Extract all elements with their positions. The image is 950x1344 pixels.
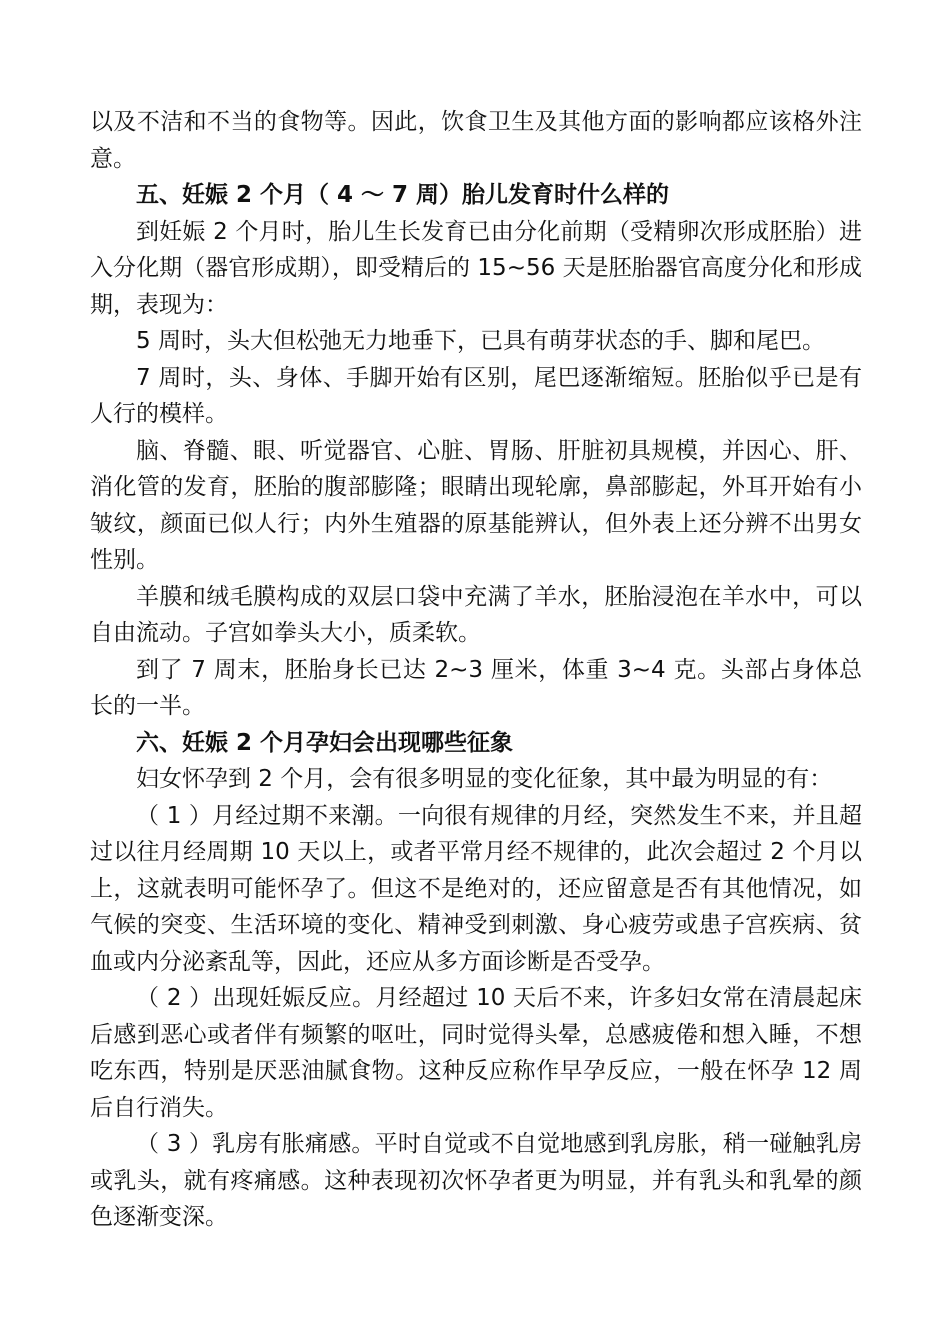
document-page bbox=[90, 104, 862, 1236]
paragraph: 羊膜和绒毛膜构成的双层口袋中充满了羊水，胚胎浸泡在羊水中，可以自由流动。子宫如拳头大小，质柔软。 bbox=[90, 583, 862, 646]
paragraph: 到了 7 周末，胚胎身长已达 2~3 厘米，体重 3~4 克。头部占身体总长的一半。 bbox=[90, 656, 862, 719]
paragraph: 5 周时，头大但松弛无力地垂下，已具有萌芽状态的手、脚和尾巴。 bbox=[136, 328, 825, 354]
paragraph: 脑、脊髓、眼、听觉器官、心脏、胃肠、肝脏初具规模，并因心、肝、消化管的发育，胚胎的腹部膨隆；眼睛出现轮廓，鼻部膨起，外耳开始有小皱纹，颜面已似人行；内外生殖器的原基能辨认，但外表上还分辨不出男女性别。 bbox=[90, 437, 862, 573]
paragraph: 妇女怀孕到 2 个月，会有很多明显的变化征象，其中最为明显的有： bbox=[136, 766, 833, 792]
paragraph: 7 周时，头、身体、手脚开始有区别，尾巴逐渐缩短。胚胎似乎已是有人行的模样。 bbox=[90, 364, 862, 427]
paragraph: （ 1 ）月经过期不来潮。一向很有规律的月经，突然发生不来，并且超过以往月经周期 10 天以上，或者平常月经不规律的，此次会超过 2 个月以上，这就表明可能怀孕了。但这不是绝对的，还应留意是否有其他情况，如气候的突变、生活环境的变化、精神受到刺激、身心疲劳或患子宫疾病、贫血或内分泌紊乱等，因此，还应从多方面诊断是否受孕。 bbox=[90, 802, 862, 975]
paragraph: （ 2 ）出现妊娠反应。月经超过 10 天后不来，许多妇女常在清晨起床后感到恶心或者伴有频繁的呕吐，同时觉得头晕，总感疲倦和想入睡，不想吃东西，特别是厌恶油腻食物。这种反应称作早孕反应，一般在怀孕 12 周后自行消失。 bbox=[90, 985, 862, 1121]
section-heading-5: 五、妊娠 2 个月（ 4 ～ 7 周）胎儿发育时什么样的 bbox=[136, 182, 670, 208]
section-heading-6: 六、妊娠 2 个月孕妇会出现哪些征象 bbox=[136, 729, 514, 756]
paragraph: （ 3 ）乳房有胀痛感。平时自觉或不自觉地感到乳房胀，稍一碰触乳房或乳头，就有疼痛感。这种表现初次怀孕者更为明显，并有乳头和乳晕的颜色逐渐变深。 bbox=[90, 1131, 862, 1230]
paragraph: 到妊娠 2 个月时，胎儿生长发育已由分化前期（受精卵次形成胚胎）进入分化期（器官形成期），即受精后的 15~56 天是胚胎器官高度分化和形成期，表现为： bbox=[90, 218, 862, 318]
paragraph-continued: 以及不洁和不当的食物等。因此，饮食卫生及其他方面的影响都应该格外注意。 bbox=[90, 109, 862, 172]
